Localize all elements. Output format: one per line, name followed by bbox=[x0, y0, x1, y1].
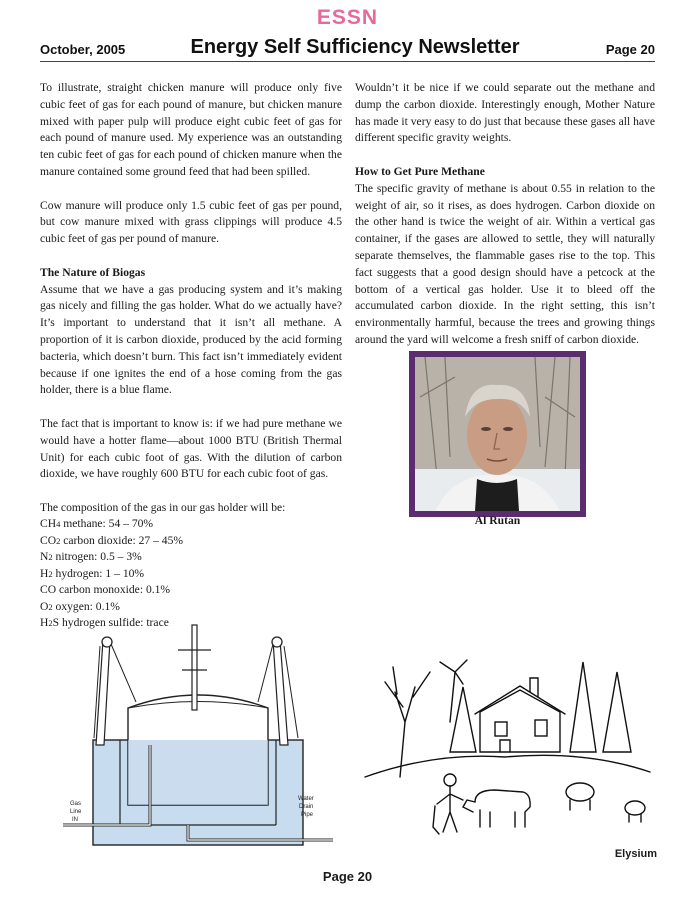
composition-item: CO carbon monoxide: 0.1% bbox=[40, 583, 171, 597]
footer-page-number: Page 20 bbox=[322, 869, 373, 884]
author-photo bbox=[409, 351, 586, 517]
water-drain-label: Drain bbox=[299, 804, 314, 810]
composition-item: CO2 carbon dioxide: 27 – 45% bbox=[40, 533, 184, 547]
composition-item: N2 nitrogen: 0.5 – 3% bbox=[40, 550, 142, 564]
illustration-caption: Elysium bbox=[614, 848, 657, 860]
composition-item: O2 oxygen: 0.1% bbox=[40, 599, 120, 613]
paragraph-cow-manure: Cow manure will produce only 1.5 cubic feet of gas per pound, but cow manure mixed with grass clippings will produce 4.5 cubic feet of gas per pound of manure. bbox=[40, 198, 342, 246]
elysium-illustration bbox=[355, 612, 655, 852]
composition-item: H2 hydrogen: 1 – 10% bbox=[40, 566, 145, 580]
paragraph-pure-methane-btu: The fact that is important to know is: if we had pure methane we would have a hotter flame—about 1000 BTU (British Thermal Unit) for each cubic foot of gas. With the dilution of carbon dioxide, we have roughly 600 BTU for each cubic foot of gas. bbox=[40, 416, 342, 481]
composition-item: CH4 methane: 54 – 70% bbox=[40, 517, 154, 531]
photo-caption: Al Rutan bbox=[474, 514, 521, 527]
left-column bbox=[40, 80, 342, 632]
paragraph-chicken-manure: To illustrate, straight chicken manure will produce only five cubic feet of gas for each pound of manure, but chicken manure mixed with paper pulp will produce eight cubic feet of gas for each pound of manure used. My experience was an outstanding ten cubic feet of gas for each pound of chicken manure when the manure contained some ground feed that had been spilled. bbox=[40, 81, 342, 178]
heading-nature-of-biogas: The Nature of Biogas bbox=[40, 265, 146, 279]
issue-date: October, 2005 bbox=[40, 42, 126, 57]
header-page-number: Page 20 bbox=[605, 42, 655, 57]
water-drain-label: Pipe bbox=[301, 812, 314, 818]
water-drain-label: Water bbox=[298, 796, 314, 802]
right-column bbox=[355, 80, 655, 366]
heading-how-to-get-pure-methane: How to Get Pure Methane bbox=[355, 164, 485, 178]
paragraph-separate-methane: Wouldn’t it be nice if we could separate out the methane and dump the carbon dioxide. Interestingly enough, Mother Nature has made it very easy to do just that because these gases all have different specific gravity weights. bbox=[355, 81, 655, 145]
header-rule bbox=[40, 61, 655, 62]
composition-item: H2S hydrogen sulfide: trace bbox=[40, 616, 169, 630]
gas-holder-diagram bbox=[58, 620, 338, 852]
paragraph-gas-system: Assume that we have a gas producing system and it’s making gas nicely and filling the gas holder. What do we actually have? It’s important to understand that it isn’t all methane. A proportion of it is carbon dioxide, produced by the acid forming bacteria, which doesn’t burn. This fact isn’t immediately evident because if one ignites the end of a hose coming from the gas holder, there is a blue flame. bbox=[40, 282, 342, 397]
gas-line-label: Line bbox=[70, 809, 82, 815]
gas-composition-list bbox=[40, 516, 342, 632]
gas-line-label: IN bbox=[72, 817, 78, 823]
newsletter-title: Energy Self Sufficiency Newsletter bbox=[190, 36, 520, 58]
gas-line-label: Gas bbox=[70, 801, 82, 807]
paragraph-specific-gravity: The specific gravity of methane is about 0.55 in relation to the weight of air, so it rises, as does hydrogen. Carbon dioxide on the other hand is twice the weight of air. Within a vertical gas container, if the gases are allowed to settle, they will naturally separate themselves, the flammable gases rise to the top. This fact suggests that a good design should have a petcock at the bottom of a vertical gas holder. Use it to bleed off the accumulated carbon dioxide. In the right setting, this isn’t environmentally harmful, because the trees and growing things around the yard will welcome a fresh sniff of carbon dioxide. bbox=[355, 181, 655, 346]
paragraph-composition-intro: The composition of the gas in our gas holder will be: bbox=[40, 500, 286, 514]
newsletter-logo: ESSN bbox=[316, 6, 379, 29]
